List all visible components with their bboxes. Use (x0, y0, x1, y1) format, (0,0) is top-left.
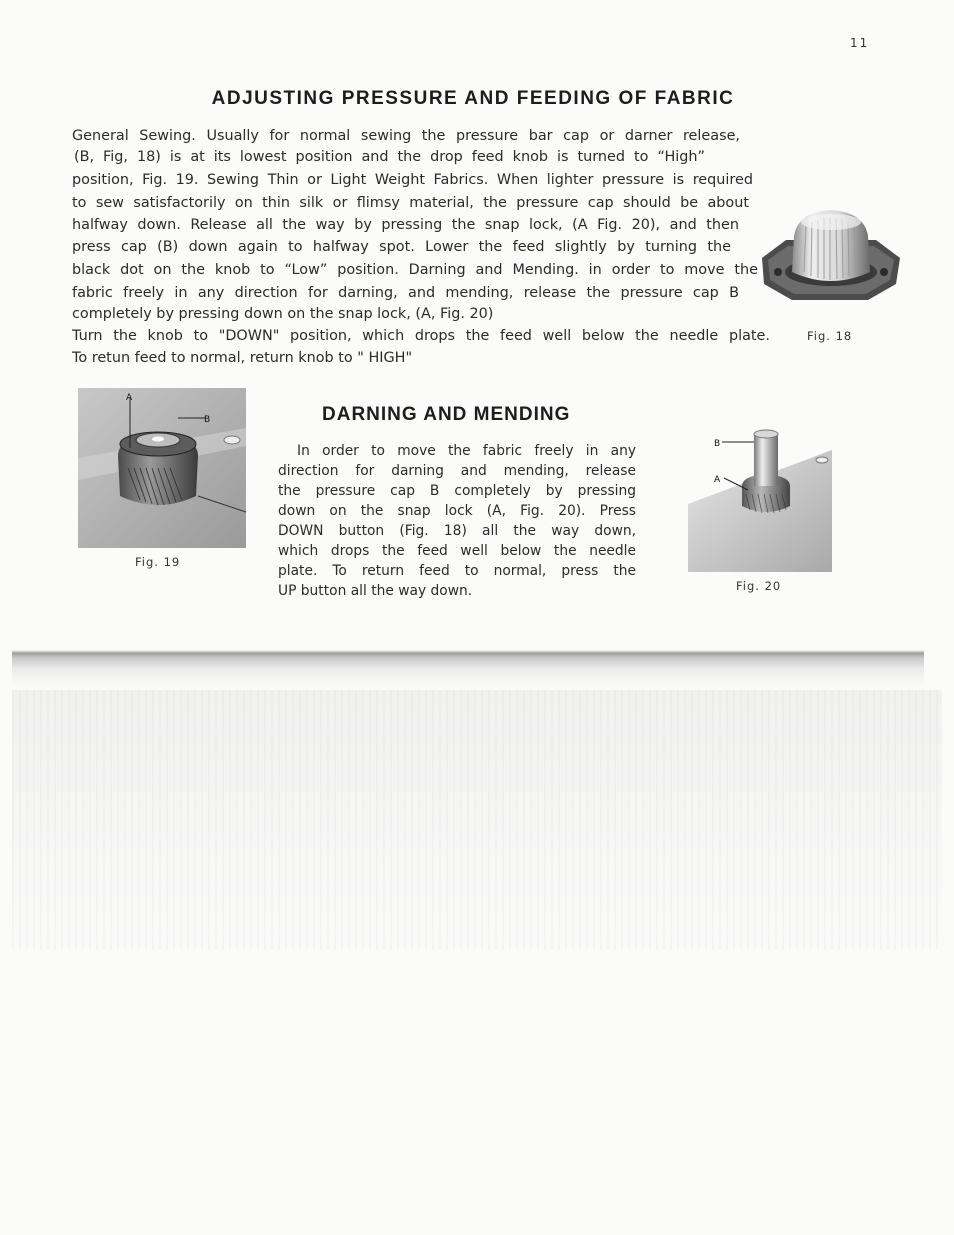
fig18-knob-image (758, 206, 902, 308)
main-line: press cap (B) down again to halfway spot. Lower the feed slightly by turning the (72, 239, 731, 255)
fig19-label-b: B (204, 415, 211, 425)
darning-line: direction for darning and mending, release (278, 463, 636, 479)
main-line: Turn the knob to "DOWN" position, which drops the feed well below the needle plate. (72, 328, 770, 344)
scan-shadow-band (12, 650, 924, 690)
main-line: To retun feed to normal, return knob to " HIGH" (72, 350, 413, 366)
section-title-darning: DARNING AND MENDING (322, 404, 571, 425)
main-line: fabric freely in any direction for darning, and mending, release the pressure cap B (72, 285, 739, 301)
fig20-label-a: A (714, 475, 721, 485)
fig20-caption: Fig. 20 (736, 579, 782, 593)
fig19-caption: Fig. 19 (135, 555, 181, 569)
section-title-adjusting: ADJUSTING PRESSURE AND FEEDING OF FABRIC (211, 88, 735, 109)
main-line: position, Fig. 19. Sewing Thin or Light Weight Fabrics. When lighter pressure is required (72, 172, 753, 188)
main-line: to sew satisfactorily on thin silk or flimsy material, the pressure cap should be about (72, 195, 749, 211)
main-line: black dot on the knob to “Low” position. Darning and Mending. in order to move the (72, 262, 758, 278)
main-line: completely by pressing down on the snap lock, (A, Fig. 20) (72, 306, 494, 322)
darning-line: the pressure cap B completely by pressing (278, 483, 636, 499)
darning-line: DOWN button (Fig. 18) all the way down, (278, 523, 636, 539)
fig20-image (688, 426, 832, 572)
fig18-caption: Fig. 18 (807, 329, 853, 343)
main-line: General Sewing. Usually for normal sewing the pressure bar cap or darner release, (72, 128, 740, 144)
main-line: (B, Fig, 18) is at its lowest position and the drop feed knob is turned to “High” (74, 149, 705, 165)
darning-line: down on the snap lock (A, Fig. 20). Press (278, 503, 636, 519)
scan-noise-area (12, 690, 942, 950)
darning-line: UP button all the way down. (278, 583, 473, 599)
darning-line: In order to move the fabric freely in any (297, 443, 636, 459)
main-line: halfway down. Release all the way by pressing the snap lock, (A Fig. 20), and then (72, 217, 739, 233)
fig20-label-b: B (714, 439, 721, 449)
darning-line: plate. To return feed to normal, press the (278, 563, 636, 579)
fig19-label-a: A (126, 393, 133, 403)
darning-line: which drops the feed well below the needle (278, 543, 636, 559)
page-number: 11 (850, 36, 870, 50)
fig19-image (78, 388, 246, 548)
